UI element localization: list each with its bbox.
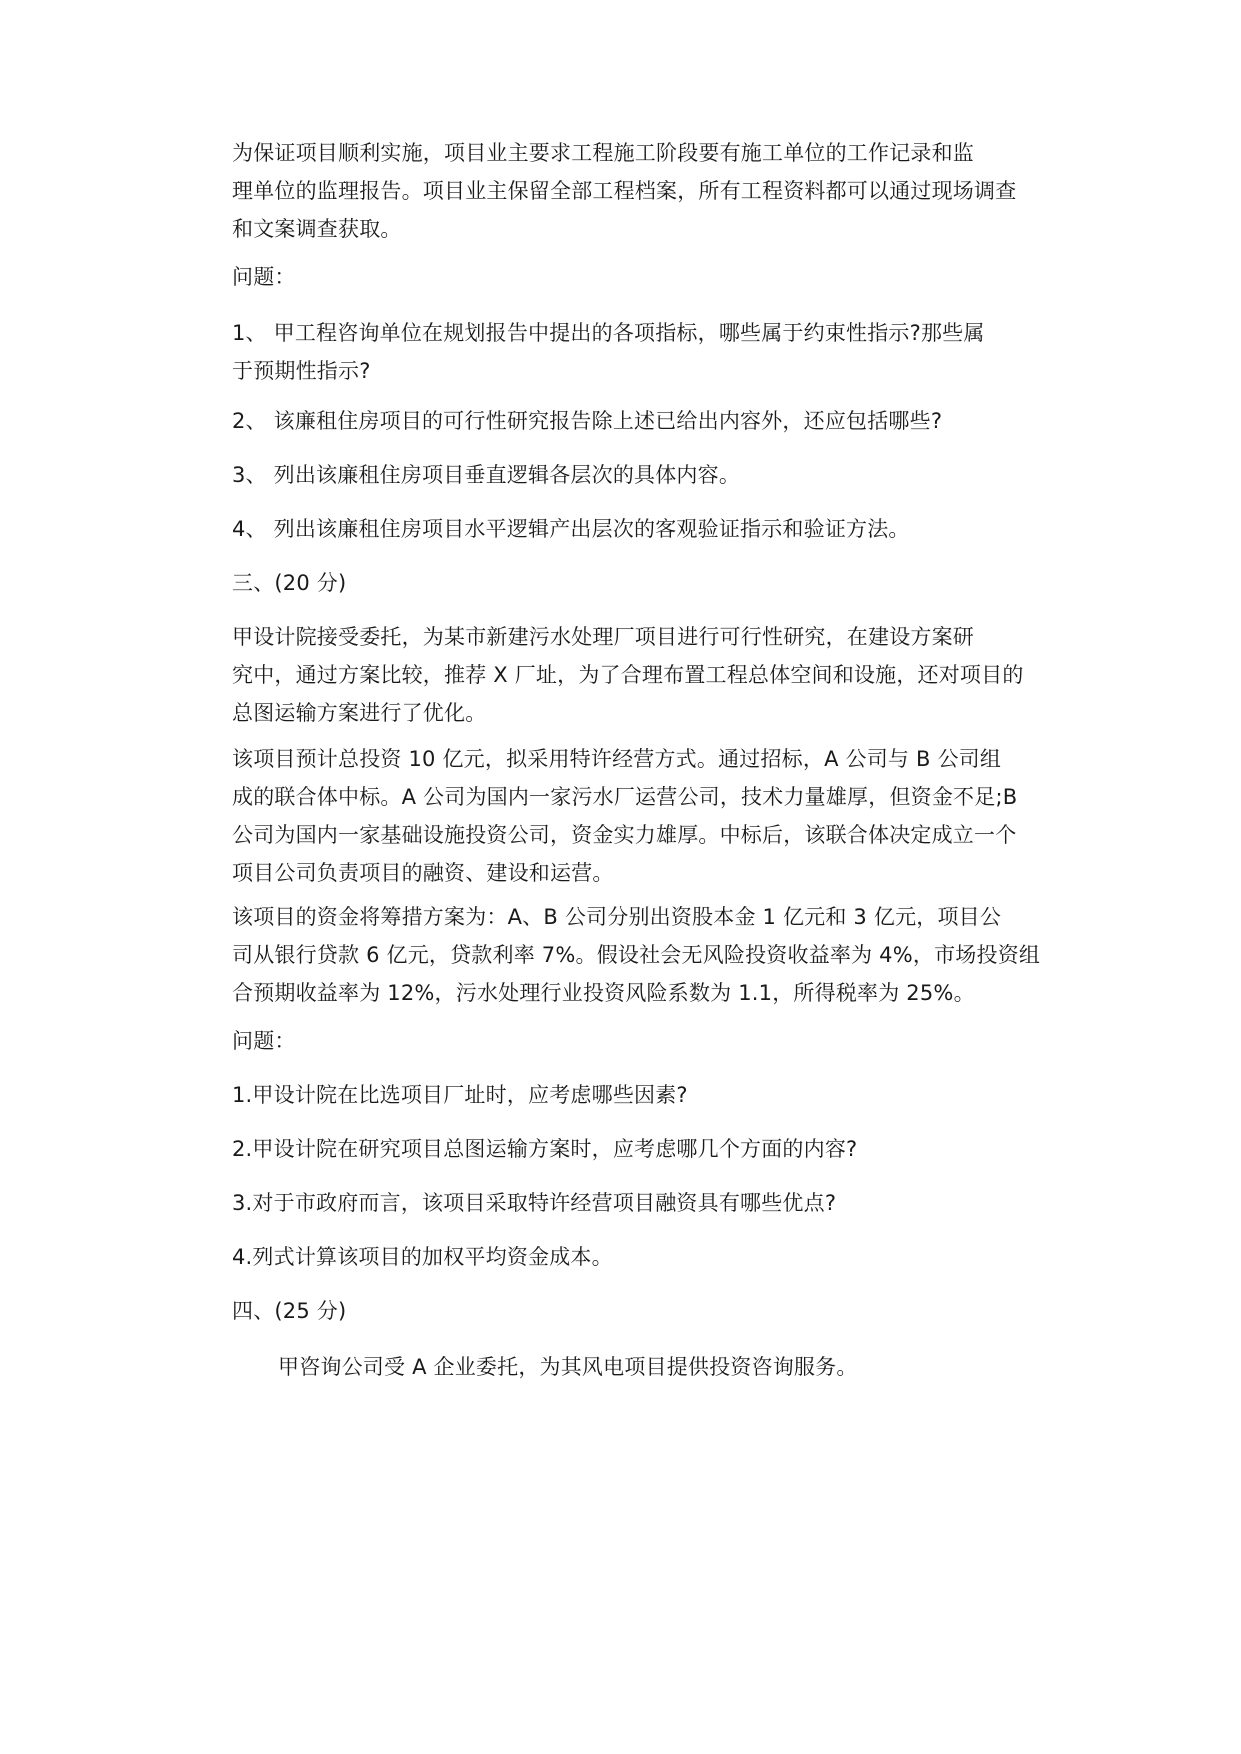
text-line: 理单位的监理报告。项目业主保留全部工程档案，所有工程资料都可以通过现场调查 [232, 179, 1017, 203]
question-item-4 [188, 1238, 1054, 1276]
questions-heading [188, 1022, 1054, 1060]
text-line: 3、 列出该廉租住房项目垂直逻辑各层次的具体内容。 [232, 463, 741, 487]
document-page [188, 0, 1054, 1754]
text-line: 甲设计院接受委托，为某市新建污水处理厂项目进行可行性研究，在建设方案研 [232, 625, 974, 649]
text-line: 2.甲设计院在研究项目总图运输方案时，应考虑哪几个方面的内容? [232, 1137, 858, 1161]
text-line: 司从银行贷款 6 亿元，贷款利率 7%。假设社会无风险投资收益率为 4%，市场投资组 [232, 943, 1041, 967]
text-line: 1、 甲工程咨询单位在规划报告中提出的各项指标，哪些属于约束性指示?那些属 [232, 321, 985, 345]
text-line: 甲咨询公司受 A 企业委托，为其风电项目提供投资咨询服务。 [278, 1355, 858, 1379]
text-line: 四、(25 分) [232, 1299, 347, 1323]
section-heading-four [188, 1292, 1054, 1330]
text-line: 合预期收益率为 12%，污水处理行业投资风险系数为 1.1，所得税率为 25%。 [232, 981, 975, 1005]
paragraph-consulting [188, 1348, 1054, 1386]
text-line: 成的联合体中标。A 公司为国内一家污水厂运营公司，技术力量雄厚，但资金不足;B [232, 785, 1018, 809]
text-line: 三、(20 分) [232, 571, 347, 595]
text-line: 问题： [232, 1029, 296, 1053]
text-line: 4.列式计算该项目的加权平均资金成本。 [232, 1245, 613, 1269]
text-line: 公司为国内一家基础设施投资公司，资金实力雄厚。中标后，该联合体决定成立一个 [232, 823, 1017, 847]
text-line: 4、 列出该廉租住房项目水平逻辑产出层次的客观验证指示和验证方法。 [232, 517, 910, 541]
question-item-2 [188, 402, 1054, 440]
text-line: 究中，通过方案比较，推荐 X 厂址，为了合理布置工程总体空间和设施，还对项目的 [232, 663, 1024, 687]
question-item-3 [188, 456, 1054, 494]
text-line: 该项目的资金将筹措方案为：A、B 公司分别出资股本金 1 亿元和 3 亿元，项目公 [232, 905, 1002, 929]
paragraph-design-institute [188, 618, 1054, 732]
text-line: 为保证项目顺利实施，项目业主要求工程施工阶段要有施工单位的工作记录和监 [232, 141, 974, 165]
text-line: 1.甲设计院在比选项目厂址时，应考虑哪些因素? [232, 1083, 688, 1107]
questions-heading [188, 258, 1054, 296]
text-line: 2、 该廉租住房项目的可行性研究报告除上述已给出内容外，还应包括哪些? [232, 409, 943, 433]
question-item-2 [188, 1130, 1054, 1168]
paragraph-financing [188, 898, 1054, 1012]
question-item-1 [188, 314, 1054, 390]
text-line: 总图运输方案进行了优化。 [232, 701, 487, 725]
text-line: 和文案调查获取。 [232, 217, 402, 241]
text-line: 该项目预计总投资 10 亿元，拟采用特许经营方式。通过招标，A 公司与 B 公司组 [232, 747, 1002, 771]
section-heading-three [188, 564, 1054, 602]
text-line: 3.对于市政府而言，该项目采取特许经营项目融资具有哪些优点? [232, 1191, 837, 1215]
paragraph-project-requirements [188, 134, 1054, 248]
question-item-3 [188, 1184, 1054, 1222]
question-item-1 [188, 1076, 1054, 1114]
text-line: 问题： [232, 265, 296, 289]
question-item-4 [188, 510, 1054, 548]
text-line: 于预期性指示? [232, 359, 371, 383]
paragraph-investment [188, 740, 1054, 892]
text-line: 项目公司负责项目的融资、建设和运营。 [232, 861, 614, 885]
